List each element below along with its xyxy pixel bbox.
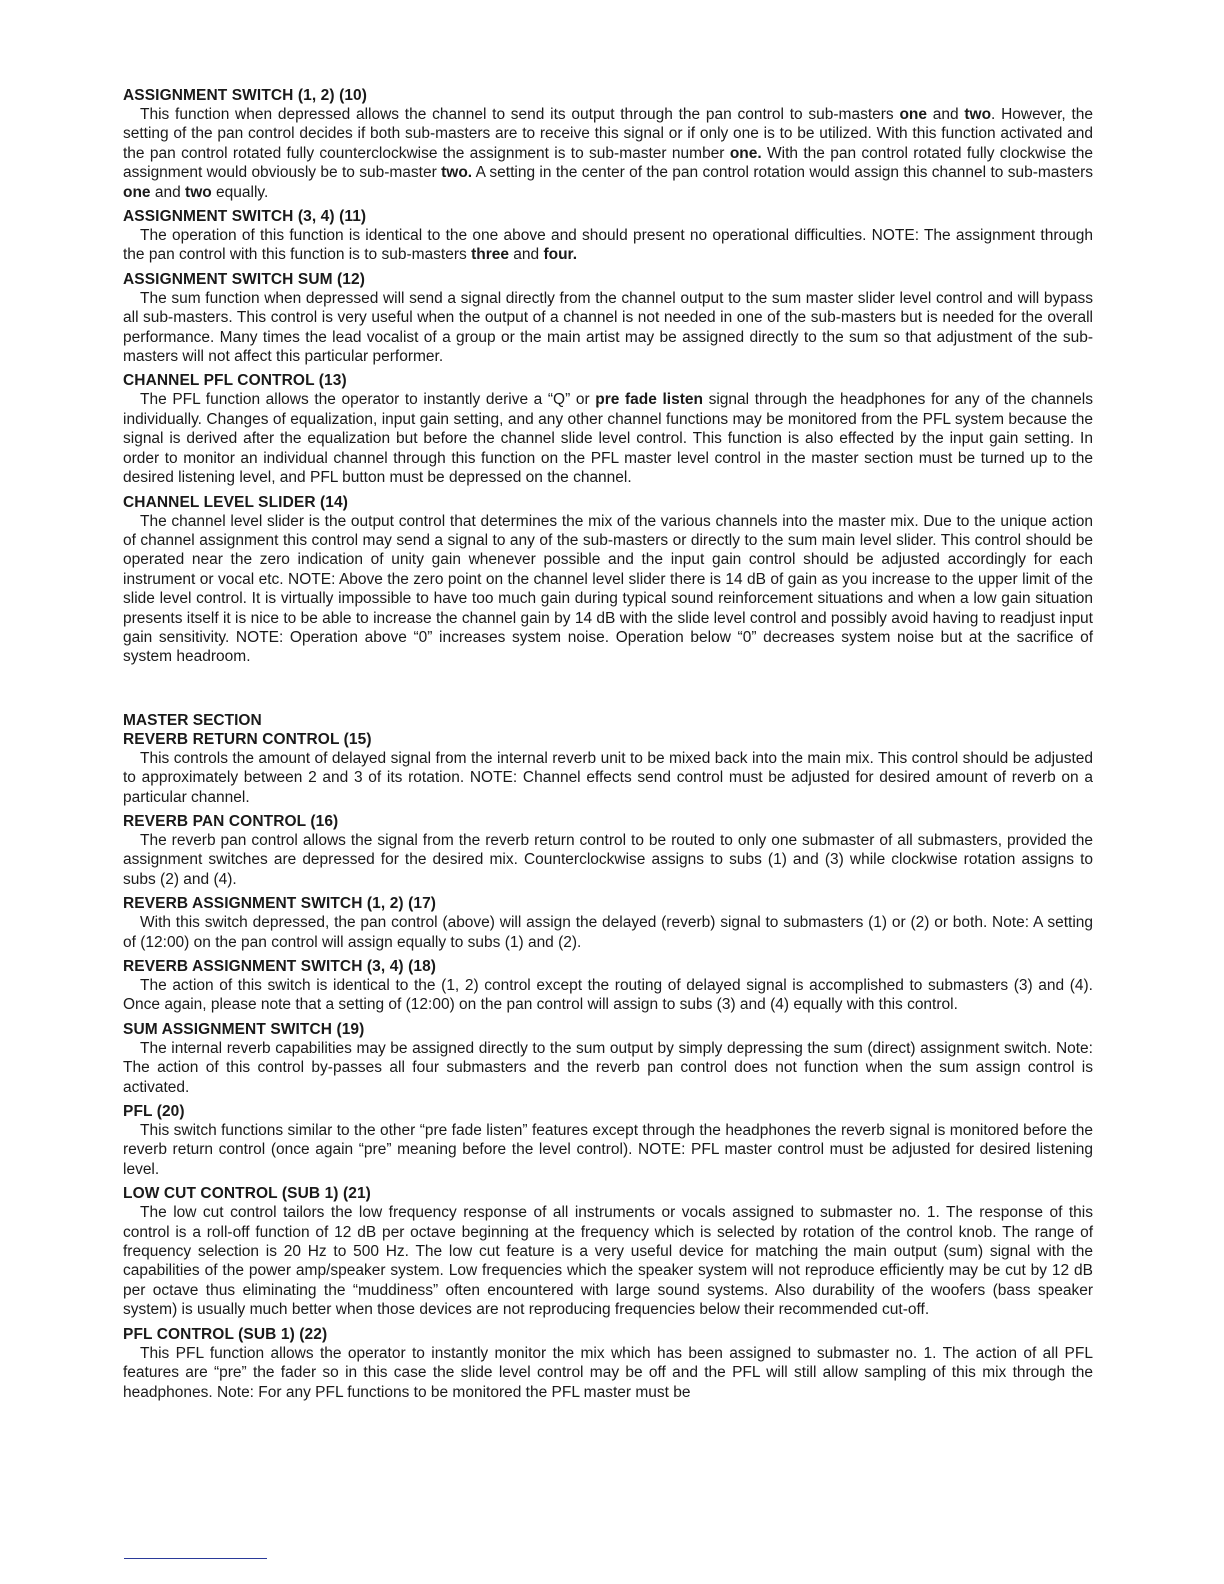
- body-text: With this switch depressed, the pan control (above) will assign the delayed (reverb) signal to submasters (1) or (2) or both. Note: A setting of (12:00) on the pan control will assign equally to subs (1) and (2).: [123, 914, 1093, 951]
- section-pfl-control-sub-1-22: [123, 1325, 1093, 1402]
- body-text: and: [508, 246, 544, 264]
- section-assignment-switch-sum-12: [123, 270, 1093, 367]
- section-reverb-assignment-switch-1-2-17: [123, 894, 1093, 952]
- section-heading: REVERB ASSIGNMENT SWITCH (1, 2) (17): [123, 895, 437, 913]
- section-body: [123, 512, 1093, 667]
- body-text: This controls the amount of delayed signal from the internal reverb unit to be mixed back into the main mix. This control should be adjusted to approximately between 2 and 3 of its rotation. NOTE: Channel effects send control must be adjusted for desired amount of reverb on a particular channel.: [123, 749, 1093, 806]
- footnote-rule: [124, 1558, 267, 1559]
- section-heading: CHANNEL LEVEL SLIDER (14): [123, 493, 348, 511]
- section-heading: ASSIGNMENT SWITCH SUM (12): [123, 270, 365, 288]
- body-text: signal through the headphones for any of the channels individually. Changes of equalization, input gain setting, and any other channel functions may be monitored from the PFL system because the signal is derived after the equalization but before the channel slide level control. This function is also effected by the input gain setting. In order to monitor an individual channel through this function on the PFL master level control in the master section must be turned up to the desired listening level, and PFL button must be depressed on the channel.: [123, 391, 1093, 487]
- body-text: This switch functions similar to the other “pre fade listen” features except through the headphones the reverb signal is monitored before the reverb return control (once again “pre” meaning before the level control). NOTE: PFL master control must be adjusted for desired listening level.: [123, 1122, 1093, 1178]
- body-text: A setting in the center of the pan control rotation would assign this channel to sub-masters: [472, 164, 1093, 182]
- body-text: The channel level slider is the output control that determines the mix of the various channels into the master mix. Due to the unique action of channel assignment this control may send a signal to any of the sub-masters or directly to the sum main level slider. This control should be operated near the zero indication of unity gain whenever possible and the input gain control should be adjusted accordingly for each instrument or vocal etc. NOTE: Above the zero point on the channel level slider there is 14 dB of gain as you increase to the upper limit of the slide level control. It is virtually impossible to have too much gain during typical sound reinforcement situations and when a low gain situation presents itself it is nice to be able to increase the channel gain by 14 dB with the slide level control and possibly avoid having to readjust input gain sensitivity. NOTE: Operation above “0” increases system noise. Operation below “0” decreases system noise but at the sacrifice of system headroom.: [123, 512, 1093, 666]
- section-body: [123, 913, 1093, 952]
- section-heading: REVERB RETURN CONTROL (15): [123, 730, 372, 748]
- section-channel-level-slider-14: [123, 493, 1093, 667]
- section-heading: CHANNEL PFL CONTROL (13): [123, 372, 347, 390]
- section-assignment-switch-3-4-11: [123, 207, 1093, 265]
- manual-page: [123, 86, 1093, 1407]
- section-channel-pfl-control-13: [123, 371, 1093, 487]
- section-body: [123, 976, 1093, 1015]
- body-text: and: [927, 106, 965, 123]
- section-body: [123, 1203, 1093, 1319]
- body-text: The PFL function allows the operator to instantly derive a “Q” or: [140, 391, 596, 409]
- emphasis-text: two: [185, 183, 212, 201]
- section-pfl-20: [123, 1102, 1093, 1179]
- section-body: [123, 105, 1093, 202]
- body-text: . However, the setting of the pan control decides if both sub-masters are to receive this signal or if only one is to be utilized. With this function activated and the pan control rotated fully counterclockwise the assignment is to sub-master number: [123, 106, 1094, 162]
- emphasis-text: four.: [543, 246, 578, 264]
- section-body: [123, 1121, 1093, 1179]
- section-heading: LOW CUT CONTROL (SUB 1) (21): [123, 1185, 371, 1203]
- body-text: The internal reverb capabilities may be assigned directly to the sum output by simply depressing the sum (direct) assignment switch. Note: The action of this control by-passes all four submasters and the reverb pan control does not function when the sum assign control is activated.: [123, 1039, 1093, 1096]
- section-assignment-switch-1-2-10: [123, 86, 1093, 202]
- section-reverb-assignment-switch-3-4-18: [123, 957, 1093, 1015]
- section-body: [123, 1039, 1093, 1097]
- emphasis-text: one: [899, 106, 927, 123]
- section-heading: ASSIGNMENT SWITCH (3, 4) (11): [123, 208, 367, 226]
- section-body: [123, 831, 1093, 889]
- body-text: The reverb pan control allows the signal from the reverb return control to be routed to only one submaster of all submasters, provided the assignment switches are depressed for the desired mix. Counterclockwise assigns to subs (1) and (3) while clockwise rotation assigns to subs (2) and (4).: [123, 831, 1093, 888]
- section-heading: REVERB PAN CONTROL (16): [123, 812, 339, 830]
- body-text: This function when depressed allows the channel to send its output through the pan control to sub-masters: [140, 106, 900, 123]
- section-heading: ASSIGNMENT SWITCH (1, 2) (10): [123, 87, 368, 104]
- body-text: equally.: [211, 183, 269, 201]
- section-heading: PFL (20): [123, 1103, 185, 1121]
- section-reverb-return-control-15: [123, 730, 1093, 807]
- emphasis-text: three: [471, 246, 509, 264]
- emphasis-text: two.: [441, 164, 473, 182]
- body-text: The action of this switch is identical to the (1, 2) control except the routing of delayed signal is accomplished to submasters (3) and (4). Once again, please note that a setting of (12:00) on the pan control will assign to subs (3) and (4) equally with this control.: [123, 977, 1093, 1014]
- section-low-cut-control-sub-1-21: [123, 1184, 1093, 1319]
- section-body: [123, 749, 1093, 807]
- body-text: The low cut control tailors the low frequency response of all instruments or vocals assigned to submaster no. 1. The response of this control is a roll-off function of 12 dB per octave beginning at the frequency which is selected by rotation of the control knob. The range of frequency selection is 20 Hz to 500 Hz. The low cut feature is a very useful device for matching the main output (sum) signal with the capabilities of the power amp/speaker system. Low frequencies which the speaker system will not reproduce efficiently may be cut by 12 dB per octave thus eliminating the “muddiness” often encountered with large sound systems. Also durability of the woofers (bass speaker system) is usually much better when those devices are not reproducing frequencies below their recommended cut-off.: [123, 1204, 1093, 1319]
- master-section-heading: MASTER SECTION: [123, 711, 262, 729]
- section-reverb-pan-control-16: [123, 812, 1093, 889]
- section-body: [123, 226, 1093, 265]
- master-sections: [123, 730, 1093, 1402]
- body-text: The sum function when depressed will send a signal directly from the channel output to the sum master slider level control and will bypass all sub-masters. This control is very useful when the output of a channel is not needed in one of the sub-masters but is needed for the overall performance. Many times the lead vocalist of a group or the main artist may be assigned directly to the sum so that adjustment of the sub-masters will not affect this particular performer.: [123, 289, 1093, 366]
- emphasis-text: two: [964, 106, 992, 123]
- emphasis-text: pre fade listen: [595, 391, 703, 409]
- body-text: and: [150, 183, 186, 201]
- section-sum-assignment-switch-19: [123, 1020, 1093, 1097]
- section-heading: SUM ASSIGNMENT SWITCH (19): [123, 1020, 365, 1038]
- emphasis-text: one.: [729, 144, 762, 162]
- channel-sections: [123, 86, 1093, 667]
- body-text: The operation of this function is identical to the one above and should present no operational difficulties. NOTE: The assignment through the pan control with this function is to sub-masters: [123, 227, 1093, 264]
- section-heading: REVERB ASSIGNMENT SWITCH (3, 4) (18): [123, 958, 437, 975]
- section-body: [123, 390, 1093, 487]
- section-heading: PFL CONTROL (SUB 1) (22): [123, 1325, 328, 1343]
- body-text: With the pan control rotated fully clockwise the assignment would obviously be to sub-master: [123, 144, 1093, 182]
- emphasis-text: one: [123, 183, 151, 201]
- body-text: This PFL function allows the operator to instantly monitor the mix which has been assigned to submaster no. 1. The action of all PFL features are “pre” the fader so in this case the slide level control may be off and the PFL will still allow sampling of this mix through the headphones. Note: For any PFL functions to be monitored the PFL master must be: [123, 1344, 1093, 1401]
- section-body: [123, 289, 1093, 367]
- section-body: [123, 1344, 1093, 1402]
